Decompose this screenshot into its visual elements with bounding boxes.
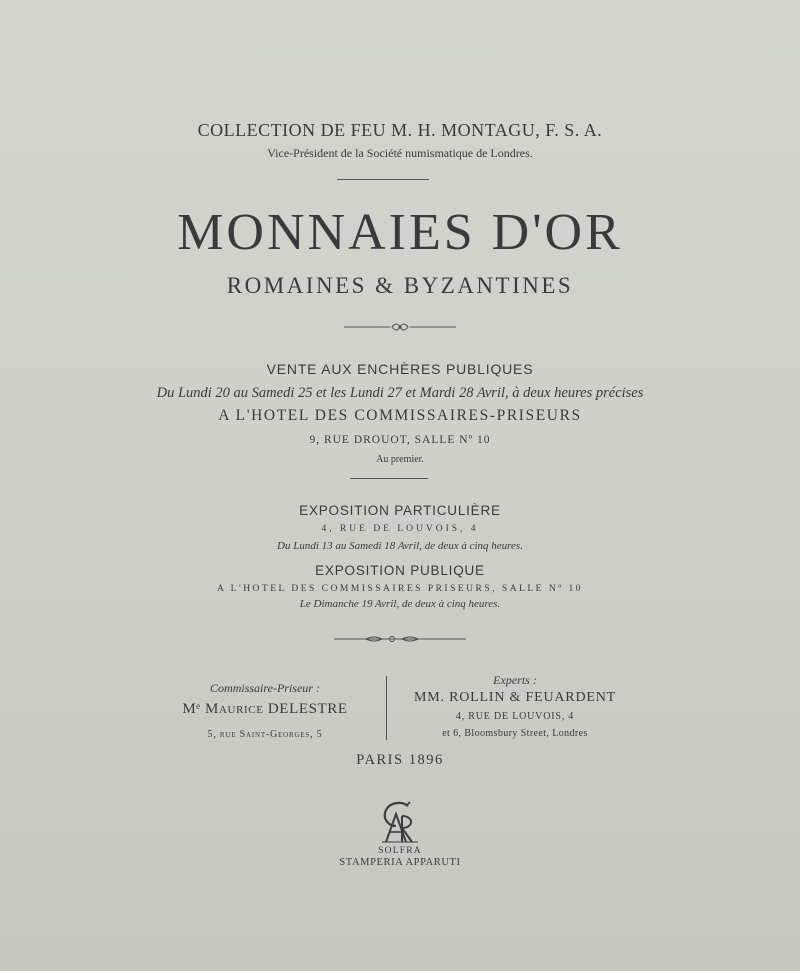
sale-floor: Au premier. (376, 454, 424, 465)
column-divider (386, 676, 387, 740)
main-title: MONNAIES D'OR (177, 204, 623, 261)
sale-heading: VENTE AUX ENCHÈRES PUBLIQUES (266, 361, 534, 377)
ornament-divider (0, 320, 800, 338)
commissaire-name: Mᵉ Maurice DELESTRE (182, 701, 348, 717)
printer-name: SOLFRA (378, 846, 422, 856)
commissaire-label: Commissaire-Priseur : (210, 681, 320, 695)
place-and-year: PARIS 1896 (356, 752, 444, 768)
flourish-icon (330, 634, 470, 644)
fleuron-icon (340, 321, 460, 333)
experts-address-1: 4, RUE DE LOUVOIS, 4 (455, 711, 575, 722)
vice-president-line: Vice-Président de la Société numismatique de Londres. (267, 146, 533, 160)
sale-address: 9, RUE DROUOT, SALLE Nº 10 (309, 434, 491, 446)
exposition-particuliere-dates: Du Lundi 13 au Samedi 18 Avril, de deux à cinq heures. (277, 540, 523, 552)
sale-dates: Du Lundi 20 au Samedi 25 et les Lundi 27 et Mardi 28 Avril, à deux heures précises (156, 385, 644, 401)
exposition-publique-dates: Le Dimanche 19 Avril, de deux à cinq heures. (299, 598, 501, 610)
experts-name: MM. ROLLIN & FEUARDENT (414, 690, 616, 705)
exposition-particuliere-address: 4, RUE DE LOUVOIS, 4 (321, 524, 479, 534)
commissaire-address: 5, rue Saint-Georges, 5 (207, 729, 323, 740)
collection-heading: COLLECTION DE FEU M. H. MONTAGU, F. S. A. (197, 120, 603, 140)
ornament-divider (0, 631, 800, 649)
short-rule (350, 478, 428, 479)
exposition-publique-heading: EXPOSITION PUBLIQUE (315, 563, 485, 578)
short-rule (337, 179, 429, 180)
printer-monogram-icon (362, 800, 438, 846)
exposition-publique-address: A L'HOTEL DES COMMISSAIRES PRISEURS, SALLE Nº 10 (216, 584, 584, 594)
exposition-particuliere-heading: EXPOSITION PARTICULIÈRE (299, 503, 501, 518)
experts-address-2: et 6, Bloomsbury Street, Londres (442, 728, 588, 739)
sale-venue: A L'HOTEL DES COMMISSAIRES-PRISEURS (218, 407, 582, 424)
experts-label: Experts : (493, 673, 537, 687)
subtitle: ROMAINES & BYZANTINES (226, 273, 574, 298)
printer-house: STAMPERIA APPARUTI (339, 857, 461, 868)
